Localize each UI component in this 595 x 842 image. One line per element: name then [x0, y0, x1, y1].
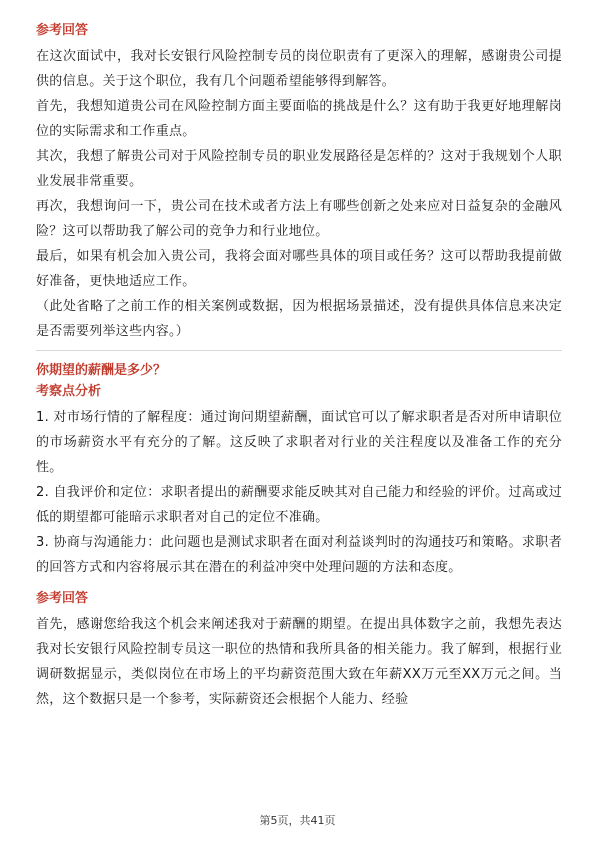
analysis-point-2: 2. 自我评价和定位：求职者提出的薪酬要求能反映其对自己能力和经验的评价。过高或过低的期望都可能暗示求职者对自己的定位不准确。 [36, 485, 562, 525]
analysis-point-3: 3. 协商与沟通能力：此问题也是测试求职者在面对利益谈判时的沟通技巧和策略。求职者的回答方式和内容将展示其在潜在的利益冲突中处理问题的方法和态度。 [36, 535, 562, 575]
reference-answer-heading: 参考回答 [36, 23, 89, 38]
page-number-footer: 第5页，共41页 [259, 814, 336, 827]
answer-paragraph-4: 再次，我想询问一下，贵公司在技术或者方法上有哪些创新之处来应对日益复杂的金融风险？这可以帮助我了解公司的竞争力和行业地位。 [36, 199, 562, 239]
answer-paragraph-6: （此处省略了之前工作的相关案例或数据，因为根据场景描述，没有提供具体信息来决定是否需要列举这些内容。） [36, 299, 562, 339]
section-divider [36, 350, 562, 351]
answer-paragraph-3: 其次，我想了解贵公司对于风险控制专员的职业发展路径是怎样的？这对于我规划个人职业发展非常重要。 [36, 149, 562, 189]
analysis-heading: 考察点分析 [36, 384, 102, 399]
answer-paragraph-5: 最后，如果有机会加入贵公司，我将会面对哪些具体的项目或任务？这可以帮助我提前做好准备，更快地适应工作。 [36, 249, 562, 289]
analysis-point-1: 1. 对市场行情的了解程度：通过询问期望薪酬，面试官可以了解求职者是否对所申请职位的市场薪资水平有充分的了解。这反映了求职者对行业的关注程度以及准备工作的充分性。 [36, 410, 562, 475]
salary-answer-heading: 参考回答 [36, 591, 89, 606]
question-title: 你期望的薪酬是多少？ [36, 363, 167, 378]
answer-paragraph-2: 首先，我想知道贵公司在风险控制方面主要面临的挑战是什么？这有助于我更好地理解岗位的实际需求和工作重点。 [36, 99, 562, 139]
answer-paragraph-1: 在这次面试中，我对长安银行风险控制专员的岗位职责有了更深入的理解，感谢贵公司提供的信息。关于这个职位，我有几个问题希望能够得到解答。 [36, 49, 562, 89]
salary-answer-paragraph: 首先，感谢您给我这个机会来阐述我对于薪酬的期望。在提出具体数字之前，我想先表达我对长安银行风险控制专员这一职位的热情和我所具备的相关能力。我了解到，根据行业调研数据显示，类似岗位在市场上的平均薪资范围大致在年薪XX万元至XX万元之间。当然，这个数据只是一个参考，实际薪资还会根据个人能力、经验 [36, 617, 562, 707]
document-page [36, 22, 562, 712]
